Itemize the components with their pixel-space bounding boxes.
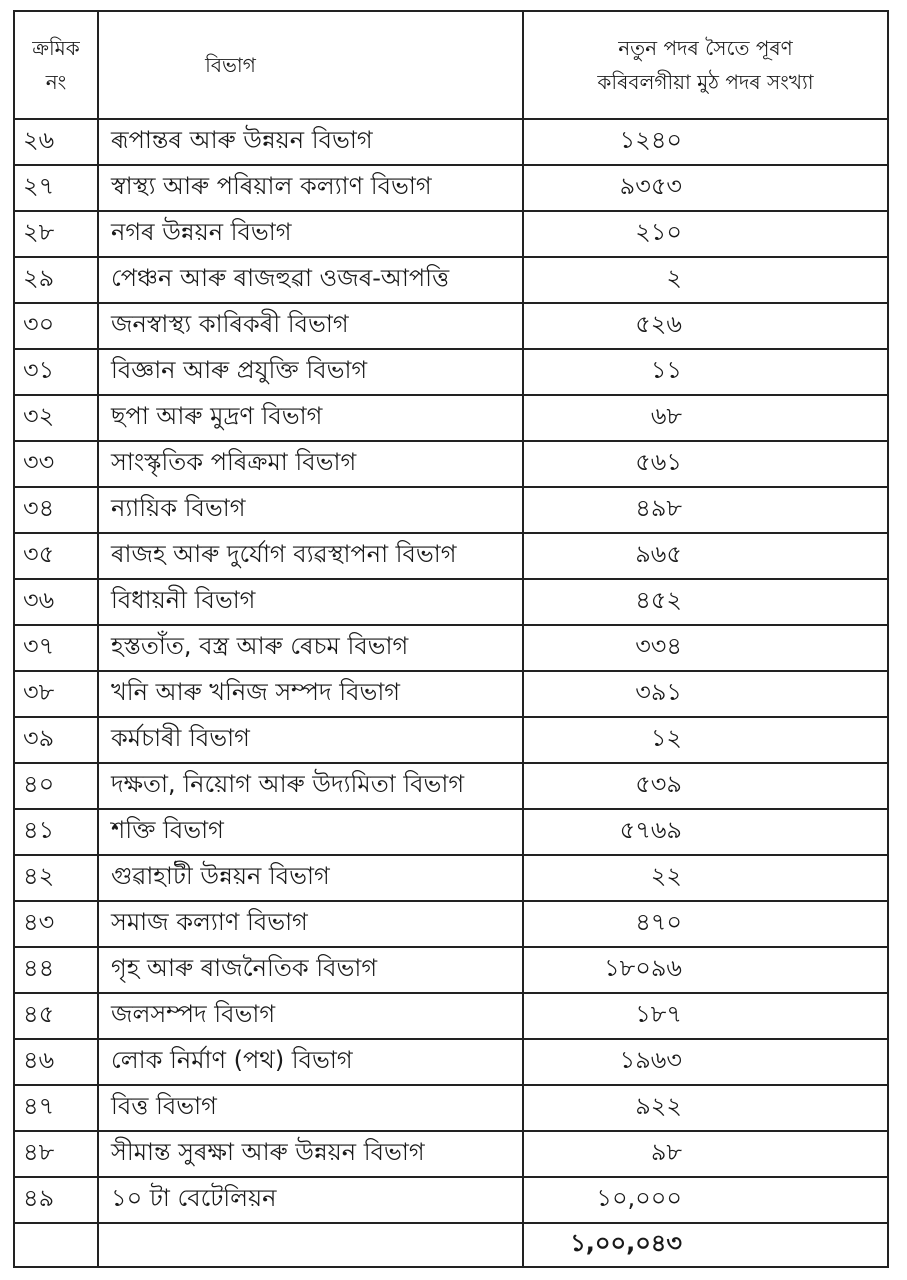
total-department-cell <box>98 1223 523 1267</box>
serial-cell: ৩৪ <box>14 487 98 533</box>
table-row <box>14 717 888 763</box>
serial-cell: ২৬ <box>14 119 98 165</box>
table-row <box>14 487 888 533</box>
table-row <box>14 625 888 671</box>
posts-cell: ৫২৬ <box>523 303 888 349</box>
serial-cell: ৩৬ <box>14 579 98 625</box>
department-cell: বিত্ত বিভাগ <box>98 1085 523 1131</box>
table-row <box>14 119 888 165</box>
department-cell: হস্ততাঁত, বস্ত্ৰ আৰু ৰেচম বিভাগ <box>98 625 523 671</box>
posts-cell: ৬৮ <box>523 395 888 441</box>
department-cell: গুৱাহাটী উন্নয়ন বিভাগ <box>98 855 523 901</box>
posts-cell: ৩৩৪ <box>523 625 888 671</box>
serial-header <box>14 11 98 119</box>
posts-cell: ৯২২ <box>523 1085 888 1131</box>
posts-cell: ৯৮ <box>523 1131 888 1177</box>
table-row <box>14 349 888 395</box>
posts-cell: ৪৫২ <box>523 579 888 625</box>
posts-header-line1: নতুন পদৰ সৈতে পূৰণ <box>618 36 793 60</box>
posts-cell: ১২৪০ <box>523 119 888 165</box>
table-row <box>14 211 888 257</box>
serial-cell: ৪৯ <box>14 1177 98 1223</box>
table-row <box>14 901 888 947</box>
department-cell: সাংস্কৃতিক পৰিক্ৰমা বিভাগ <box>98 441 523 487</box>
serial-cell: ৩৭ <box>14 625 98 671</box>
department-cell: সীমান্ত সুৰক্ষা আৰু উন্নয়ন বিভাগ <box>98 1131 523 1177</box>
serial-cell: ৪৬ <box>14 1039 98 1085</box>
posts-cell: ১১ <box>523 349 888 395</box>
posts-cell: ১৯৬৩ <box>523 1039 888 1085</box>
department-cell: পেঞ্চন আৰু ৰাজহুৱা ওজৰ-আপত্তি <box>98 257 523 303</box>
table-row <box>14 441 888 487</box>
department-cell: ছপা আৰু মুদ্ৰণ বিভাগ <box>98 395 523 441</box>
posts-header <box>523 11 888 119</box>
department-cell: কৰ্মচাৰী বিভাগ <box>98 717 523 763</box>
total-serial-cell <box>14 1223 98 1267</box>
department-cell: স্বাস্থ্য আৰু পৰিয়াল কল্যাণ বিভাগ <box>98 165 523 211</box>
department-cell: ১০ টা বেটেলিয়ন <box>98 1177 523 1223</box>
table-row <box>14 1177 888 1223</box>
posts-cell: ৯৩৫৩ <box>523 165 888 211</box>
table-row <box>14 533 888 579</box>
department-cell: দক্ষতা, নিয়োগ আৰু উদ্যমিতা বিভাগ <box>98 763 523 809</box>
table-row <box>14 257 888 303</box>
table-row <box>14 395 888 441</box>
serial-cell: ৪০ <box>14 763 98 809</box>
total-posts-cell: ১,০০,০৪৩ <box>523 1223 888 1267</box>
table-row <box>14 671 888 717</box>
posts-cell: ১২ <box>523 717 888 763</box>
serial-cell: ৪৮ <box>14 1131 98 1177</box>
department-cell: গৃহ আৰু ৰাজনৈতিক বিভাগ <box>98 947 523 993</box>
department-cell: ৰূপান্তৰ আৰু উন্নয়ন বিভাগ <box>98 119 523 165</box>
department-header: বিভাগ <box>98 11 523 119</box>
serial-cell: ৪৭ <box>14 1085 98 1131</box>
serial-cell: ২৯ <box>14 257 98 303</box>
posts-cell: ১৮০৯৬ <box>523 947 888 993</box>
posts-cell: ২২ <box>523 855 888 901</box>
posts-cell: ২১০ <box>523 211 888 257</box>
department-cell: লোক নিৰ্মাণ (পথ) বিভাগ <box>98 1039 523 1085</box>
department-cell: সমাজ কল্যাণ বিভাগ <box>98 901 523 947</box>
serial-cell: ৩২ <box>14 395 98 441</box>
department-cell: জলসম্পদ বিভাগ <box>98 993 523 1039</box>
table-row <box>14 993 888 1039</box>
serial-cell: ৪৩ <box>14 901 98 947</box>
table-row <box>14 1131 888 1177</box>
department-cell: বিজ্ঞান আৰু প্ৰযুক্তি বিভাগ <box>98 349 523 395</box>
posts-cell: ২ <box>523 257 888 303</box>
table-row <box>14 165 888 211</box>
serial-cell: ৩৩ <box>14 441 98 487</box>
serial-cell: ৪২ <box>14 855 98 901</box>
serial-header-line1: ক্ৰমিক <box>32 36 80 60</box>
serial-cell: ৪১ <box>14 809 98 855</box>
department-cell: শক্তি বিভাগ <box>98 809 523 855</box>
serial-cell: ২৭ <box>14 165 98 211</box>
serial-cell: ৩৫ <box>14 533 98 579</box>
department-cell: ন্যায়িক বিভাগ <box>98 487 523 533</box>
posts-cell: ৪৭০ <box>523 901 888 947</box>
serial-cell: ৪৫ <box>14 993 98 1039</box>
table-row <box>14 947 888 993</box>
table-row <box>14 1085 888 1131</box>
serial-cell: ৩৮ <box>14 671 98 717</box>
posts-cell: ৯৬৫ <box>523 533 888 579</box>
posts-cell: ৫৩৯ <box>523 763 888 809</box>
table-row <box>14 855 888 901</box>
department-cell: খনি আৰু খনিজ সম্পদ বিভাগ <box>98 671 523 717</box>
posts-cell: ১০,০০০ <box>523 1177 888 1223</box>
document-page <box>13 10 887 1268</box>
department-cell: নগৰ উন্নয়ন বিভাগ <box>98 211 523 257</box>
posts-cell: ৫৭৬৯ <box>523 809 888 855</box>
serial-cell: ৩০ <box>14 303 98 349</box>
table-row <box>14 1039 888 1085</box>
serial-cell: ৩১ <box>14 349 98 395</box>
posts-cell: ৪৯৮ <box>523 487 888 533</box>
table-row <box>14 579 888 625</box>
serial-header-line2: নং <box>45 70 67 94</box>
posts-cell: ৩৯১ <box>523 671 888 717</box>
serial-cell: ২৮ <box>14 211 98 257</box>
posts-header-line2: কৰিবলগীয়া মুঠ পদৰ সংখ্যা <box>597 70 814 94</box>
posts-cell: ১৮৭ <box>523 993 888 1039</box>
total-row <box>14 1223 888 1267</box>
posts-table <box>13 10 889 1268</box>
department-cell: ৰাজহ আৰু দুৰ্যোগ ব্যৱস্থাপনা বিভাগ <box>98 533 523 579</box>
department-cell: বিধায়নী বিভাগ <box>98 579 523 625</box>
header-row <box>14 11 888 119</box>
serial-cell: ৪৪ <box>14 947 98 993</box>
table-row <box>14 303 888 349</box>
department-cell: জনস্বাস্থ্য কাৰিকৰী বিভাগ <box>98 303 523 349</box>
table-row <box>14 763 888 809</box>
table-row <box>14 809 888 855</box>
serial-cell: ৩৯ <box>14 717 98 763</box>
posts-cell: ৫৬১ <box>523 441 888 487</box>
